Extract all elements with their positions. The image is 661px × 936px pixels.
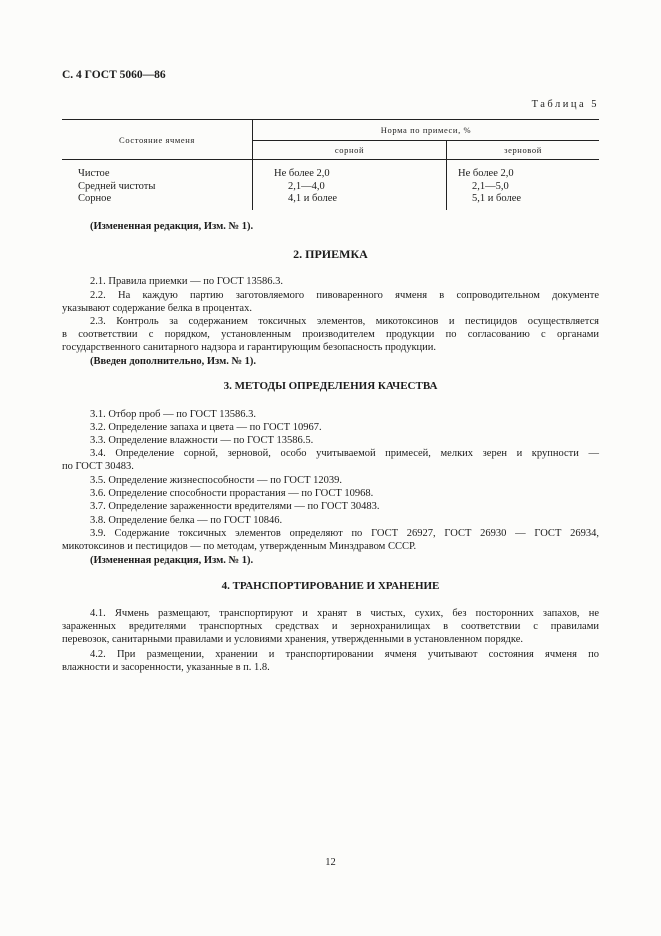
table-cell: 4,1 и более <box>288 193 338 204</box>
addition-note: (Введен дополнительно, Изм. № 1). <box>90 356 257 367</box>
page-number: 12 <box>325 857 336 868</box>
table-cell: Не более 2,0 <box>458 168 514 179</box>
text-line: 2.3. Контроль за содержанием токсичных элементов, микотоксинов и пестицидов осуществляется <box>90 316 599 327</box>
grain-cell <box>447 160 600 210</box>
page-header: С. 4 ГОСТ 5060—86 <box>62 69 166 81</box>
clause-4-1 <box>62 607 599 647</box>
table-cell: Не более 2,0 <box>274 168 330 179</box>
section-3-title: 3. МЕТОДЫ ОПРЕДЕЛЕНИЯ КАЧЕСТВА <box>223 380 438 392</box>
text-line: 3.4. Определение сорной, зерновой, особо учитываемой примесей, мелких зерен и крупности — <box>90 448 599 459</box>
table-5 <box>62 119 599 210</box>
amendment-note-1: (Измененная редакция, Изм. № 1). <box>90 221 254 232</box>
text-line: микотоксинов и пестицидов — по методам, утвержденным Минздравом СССР. <box>62 541 417 553</box>
section-4-title: 4. ТРАНСПОРТИРОВАНИЕ И ХРАНЕНИЕ <box>221 580 440 592</box>
table-cell: Сорное <box>78 193 112 204</box>
clause-3-8: 3.8. Определение белка — по ГОСТ 10846. <box>90 515 283 526</box>
col-header-norm: Норма по примеси, % <box>253 120 600 141</box>
amendment-note-3: (Измененная редакция, Изм. № 1). <box>90 555 254 566</box>
table-cell: 2,1—5,0 <box>472 180 509 192</box>
col-header-state: Состояние ячменя <box>62 120 253 160</box>
state-cell <box>62 160 253 210</box>
col-header-grain: зерновой <box>447 141 600 160</box>
table-body-row <box>62 160 599 210</box>
clause-3-1: 3.1. Отбор проб — по ГОСТ 13586.3. <box>90 409 257 420</box>
text-line: перевозок, санитарными правилами и условиями хранения, утвержденными в установленном порядке. <box>62 634 524 646</box>
col-header-weed: сорной <box>253 141 447 160</box>
clause-3-5: 3.5. Определение жизнеспособности — по ГОСТ 12039. <box>90 475 343 486</box>
table-caption: Таблица 5 <box>531 99 599 110</box>
table-cell: 5,1 и более <box>472 193 522 204</box>
text-line: зараженных вредителями транспортных средствах и зернохранилищах в соответствии с правилами <box>62 621 599 633</box>
text-line: указывают содержание белка в процентах. <box>62 303 252 315</box>
text-line: 3.9. Содержание токсичных элементов определяют по ГОСТ 26927, ГОСТ 26930 — ГОСТ 26934, <box>90 528 599 539</box>
clause-2-3 <box>62 315 599 355</box>
clause-3-4 <box>62 447 599 473</box>
weed-cell <box>253 160 447 210</box>
clause-2-2 <box>62 289 599 315</box>
table-cell: 2,1—4,0 <box>288 180 325 192</box>
text-line: влажности и засоренности, указанные в п. 1.8. <box>62 662 270 674</box>
text-line: по ГОСТ 30483. <box>62 461 134 473</box>
section-2-title: 2. ПРИЕМКА <box>293 247 368 261</box>
text-line: 4.2. При размещении, хранении и транспортировании ячменя учитывают состояния ячменя по <box>90 649 599 660</box>
text-line: в соответствии с порядком, установленным производителем продукции по согласованию с органами <box>62 329 599 341</box>
clause-3-7: 3.7. Определение зараженности вредителями — по ГОСТ 30483. <box>90 501 380 512</box>
text-line: 4.1. Ячмень размещают, транспортируют и хранят в чистых, сухих, без посторонних запахов, не <box>90 608 599 619</box>
clause-3-3: 3.3. Определение влажности — по ГОСТ 13586.5. <box>90 435 314 446</box>
table-cell: Средней чистоты <box>78 180 156 192</box>
table-cell: Чистое <box>78 168 110 179</box>
clause-3-6: 3.6. Определение способности прорастания — по ГОСТ 10968. <box>90 488 374 499</box>
clause-4-2 <box>62 648 599 674</box>
clause-3-2: 3.2. Определение запаха и цвета — по ГОСТ 10967. <box>90 422 322 433</box>
text-line: 2.2. На каждую партию заготовляемого пивоваренного ячменя в сопроводительном документе <box>90 290 599 301</box>
clause-3-9 <box>62 527 599 553</box>
text-line: государственного санитарного надзора и гарантирующим безопасность продукции. <box>62 342 437 354</box>
clause-2-1: 2.1. Правила приемки — по ГОСТ 13586.3. <box>90 276 284 287</box>
